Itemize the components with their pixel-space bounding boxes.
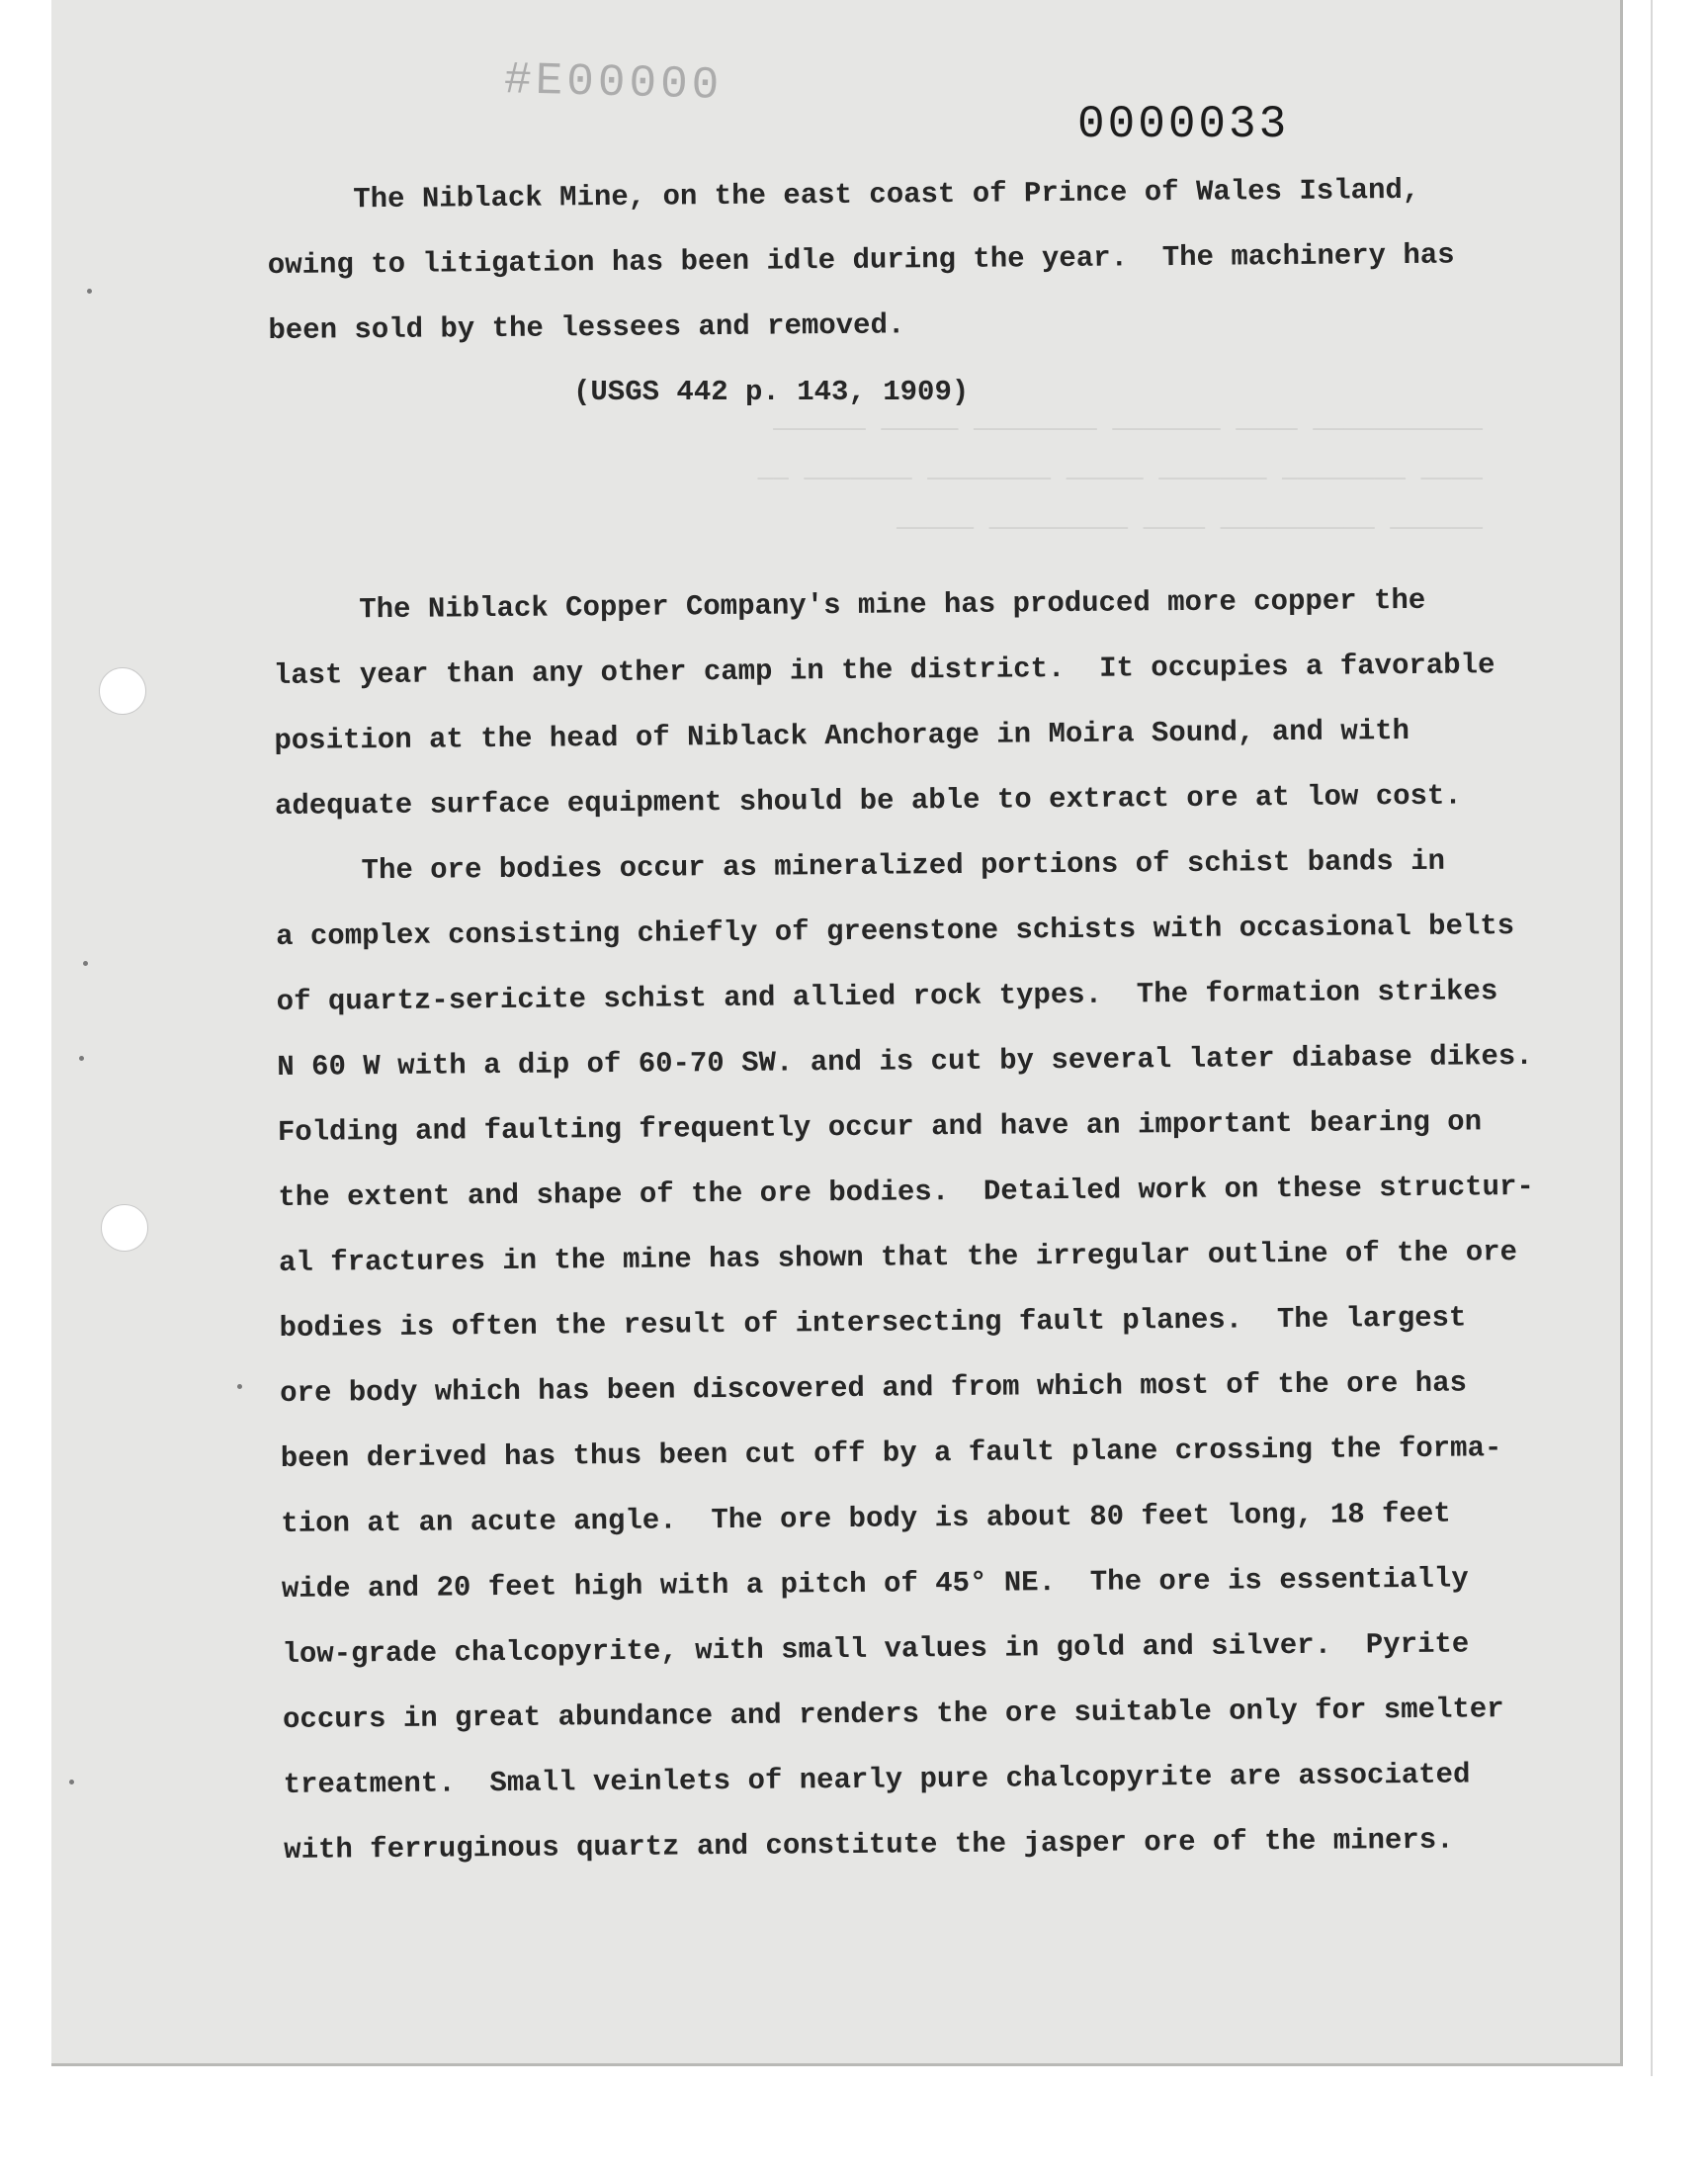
paragraph-niblack-mine — [267, 157, 1514, 364]
text-line: been sold by the lessees and removed. — [268, 308, 905, 347]
punch-hole-icon — [99, 667, 146, 715]
text-line: Folding and faulting frequently occur and have an important bearing on — [277, 1105, 1483, 1149]
scan-edge-divider — [1651, 0, 1653, 2076]
source-citation: (USGS 442 p. 143, 1909) — [573, 376, 970, 408]
text-line: been derived has thus been cut off by a fault plane crossing the forma- — [280, 1432, 1502, 1475]
text-line: adequate surface equipment should be able to extract ore at low cost. — [274, 779, 1462, 823]
paragraph-niblack-copper-company — [273, 567, 1534, 1883]
text-line: The ore bodies occur as mineralized portions of schist bands in — [275, 844, 1446, 888]
scan-speck — [237, 1384, 242, 1389]
text-line: the extent and shape of the ore bodies. Detailed work on these structur- — [278, 1170, 1534, 1214]
text-line: a complex consisting chiefly of greenstone schists with occasional belts — [276, 910, 1515, 953]
scan-speck — [83, 961, 88, 966]
text-line: The Niblack Mine, on the east coast of Prince of Wales Island, — [267, 173, 1420, 217]
text-line: owing to litigation has been idle during the year. The machinery has — [267, 238, 1455, 282]
text-line: last year than any other camp in the district. It occupies a favorable — [273, 649, 1495, 692]
text-line: with ferruginous quartz and constitute the jasper ore of the miners. — [284, 1823, 1454, 1867]
scan-speck — [87, 289, 92, 294]
scan-speck — [69, 1780, 74, 1784]
text-line: al fractures in the mine has shown that the irregular outline of the ore — [278, 1236, 1518, 1279]
text-line: of quartz-sericite schist and allied rock types. The formation strikes — [276, 975, 1498, 1018]
scan-speck — [79, 1056, 84, 1061]
show-through-bleed: ────── ────────── ──── ───────── ───── — [897, 514, 1483, 544]
text-line: wide and 20 feet high with a pitch of 45° NE. The ore is essentially — [281, 1562, 1469, 1606]
show-through-bleed: ─────────── ──── ─────── ──────── ───── ────── — [773, 415, 1483, 445]
text-line: tion at an acute angle. The ore body is about 80 feet long, 18 feet — [281, 1497, 1451, 1540]
text-line: The Niblack Copper Company's mine has produced more copper the — [273, 583, 1426, 627]
show-through-bleed: ──── ──────── ─────── ───── ──────── ─────── ── — [757, 465, 1483, 494]
text-line: occurs in great abundance and renders the ore suitable only for smelter — [282, 1693, 1504, 1736]
document-number: 0000033 — [1077, 99, 1290, 150]
text-line: position at the head of Niblack Anchorage in Moira Sound, and with — [274, 714, 1410, 757]
faded-stamp: #E00000 — [503, 54, 724, 112]
punch-hole-icon — [101, 1204, 148, 1252]
text-line: treatment. Small veinlets of nearly pure chalcopyrite are associated — [283, 1758, 1471, 1801]
text-line: N 60 W with a dip of 60-70 SW. and is cut by several later diabase dikes. — [277, 1039, 1533, 1084]
text-line: low-grade chalcopyrite, with small values in gold and silver. Pyrite — [282, 1627, 1470, 1671]
text-line: ore body which has been discovered and from which most of the ore has — [280, 1366, 1468, 1410]
text-line: bodies is often the result of intersecting fault planes. The largest — [279, 1301, 1467, 1345]
